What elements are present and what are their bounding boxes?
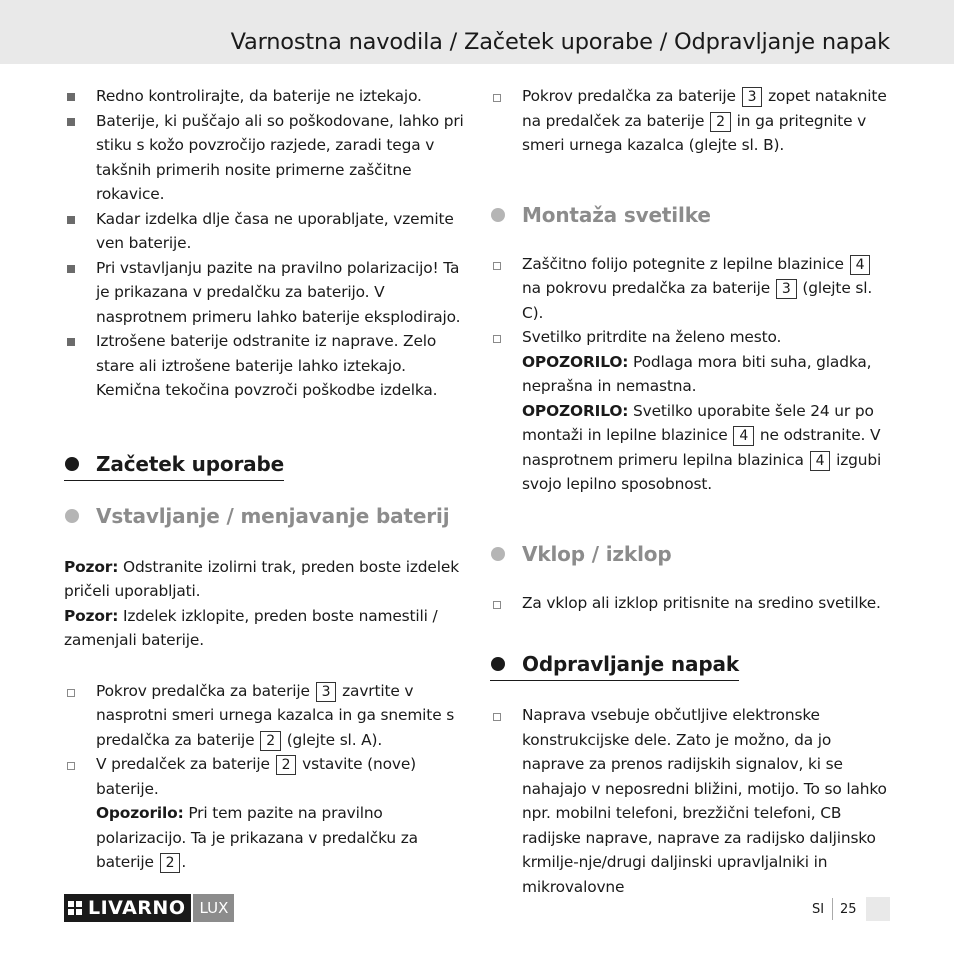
heading-dot-icon [491, 657, 505, 671]
checkbox-bullet-icon [493, 262, 501, 270]
figure-reference: 4 [733, 426, 754, 446]
list-item: Iztrošene baterije odstranite iz naprave. Zelo stare ali iztrošene baterije lahko iztekajo. Kemična tekočina povzroči poškodbe izdelka. [64, 329, 464, 403]
square-bullet-icon [67, 93, 75, 101]
right-column [490, 84, 890, 899]
checkbox-bullet-icon [493, 601, 501, 609]
heading-dot-icon [65, 509, 79, 523]
brand-logo [64, 894, 234, 922]
language-code: SI [812, 902, 825, 917]
page-number: 25 [840, 902, 857, 917]
step-item: Pokrov predalčka za baterije 3 zavrtite v nasprotni smeri urnega kazalca in ga snemite s predalčka za baterije 2 (glejte sl. A). [64, 679, 464, 753]
heading-batteries: Vstavljanje / menjavanje baterij [64, 503, 464, 529]
step-item: Zaščitno folijo potegnite z lepilne blazinice 4 na pokrovu predalčka za baterije 3 (glejte sl. C). [490, 252, 890, 326]
step-item: V predalček za baterije 2 vstavite (nove) baterije. Opozorilo: Pri tem pazite na pravilno polarizacijo. Ta je prikazana v predalčku za baterije 2 . [64, 752, 464, 875]
heading-dot-icon [491, 547, 505, 561]
figure-reference: 4 [810, 451, 831, 471]
left-column [64, 84, 464, 875]
logo-mark-icon [68, 901, 82, 915]
square-bullet-icon [67, 265, 75, 273]
checkbox-bullet-icon [493, 713, 501, 721]
page-title: Varnostna navodila / Začetek uporabe / Odpravljanje napak [230, 29, 890, 55]
heading-start: Začetek uporabe [64, 451, 284, 481]
figure-reference: 3 [776, 279, 797, 299]
step-item: Za vklop ali izklop pritisnite na sredino svetilke. [490, 591, 890, 616]
checkbox-bullet-icon [493, 94, 501, 102]
figure-reference: 2 [276, 755, 297, 775]
footer [0, 890, 954, 930]
list-item: Redno kontrolirajte, da baterije ne iztekajo. [64, 84, 464, 109]
checkbox-bullet-icon [493, 335, 501, 343]
figure-reference: 4 [850, 255, 871, 275]
page-tab-marker [866, 897, 890, 921]
step-item: Pokrov predalčka za baterije 3 zopet nataknite na predalček za baterije 2 in ga pritegnite v smeri urnega kazalca (glejte sl. B). [490, 84, 890, 158]
square-bullet-icon [67, 118, 75, 126]
figure-reference: 2 [160, 853, 181, 873]
heading-trouble: Odpravljanje napak [490, 651, 739, 681]
logo-sub: LUX [193, 894, 234, 922]
figure-reference: 2 [260, 731, 281, 751]
heading-dot-icon [65, 457, 79, 471]
step-item: Naprava vsebuje občutljive elektronske konstrukcijske dele. Zato je možno, da jo naprave za prenos radijskih signalov, ki se nahajajo v neposredni bližini, motijo. To so lahko npr. mobilni telefoni, brezžični telefoni, CB radijske naprave, naprave za radijsko daljinsko krmilje-nje/drugi daljinski upravljalniki in mikrovalovne [490, 703, 890, 899]
list-item: Kadar izdelka dlje časa ne uporabljate, vzemite ven baterije. [64, 207, 464, 256]
figure-reference: 3 [316, 682, 337, 702]
heading-dot-icon [491, 208, 505, 222]
warning-paragraph: Pozor: Odstranite izolirni trak, preden boste izdelek pričeli uporabljati. [64, 557, 459, 600]
figure-reference: 3 [742, 87, 763, 107]
divider [832, 898, 833, 920]
square-bullet-icon [67, 338, 75, 346]
warning-paragraph: Pozor: Izdelek izklopite, preden boste namestili / zamenjali baterije. [64, 606, 438, 649]
checkbox-bullet-icon [67, 762, 75, 770]
step-item: Svetilko pritrdite na želeno mesto. OPOZORILO: Podlaga mora biti suha, gladka, neprašna in nemastna. OPOZORILO: Svetilko uporabite šele 24 ur po montaži in lepilne blazinice 4 ne odstranite. V nasprotnem primeru lepilna blazinica 4 izgubi svojo lepilno sposobnost. [490, 325, 890, 497]
square-bullet-icon [67, 216, 75, 224]
list-item: Pri vstavljanju pazite na pravilno polarizacijo! Ta je prikazana v predalčku za baterijo. V nasprotnem primeru lahko baterije eksplodirajo. [64, 256, 464, 330]
heading-switch: Vklop / izklop [490, 541, 890, 567]
heading-mount: Montaža svetilke [490, 202, 890, 228]
list-item: Baterije, ki puščajo ali so poškodovane, lahko pri stiku s kožo povzročijo razjede, zaradi tega v takšnih primerih nosite primerne zaščitne rokavice. [64, 109, 464, 207]
figure-reference: 2 [710, 112, 731, 132]
logo-text: LIVARNO [88, 897, 186, 919]
checkbox-bullet-icon [67, 689, 75, 697]
